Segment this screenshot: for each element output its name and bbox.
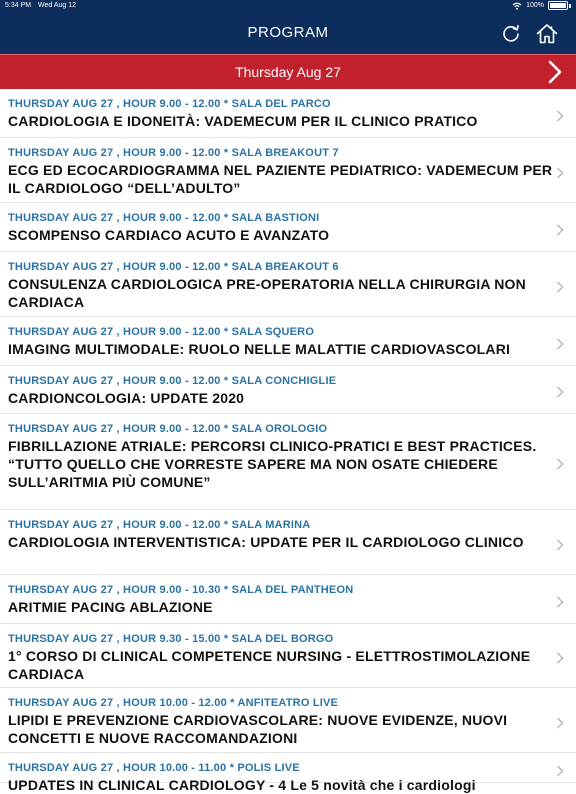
chevron-right-icon: [556, 717, 564, 729]
day-selector-bar: [0, 54, 576, 89]
session-title: SCOMPENSO CARDIACO ACUTO E AVANZATO: [8, 227, 330, 243]
session-time-room: THURSDAY AUG 27 , HOUR 9.00 - 12.00 * SALA SQUERO: [8, 326, 315, 338]
session-title: 1° CORSO DI CLINICAL COMPETENCE NURSING - ELETTROSTIMOLAZIONE CARDIACA: [8, 648, 531, 682]
chevron-right-icon: [556, 539, 564, 551]
chevron-right-icon: [556, 458, 564, 470]
battery-tip: [569, 4, 571, 8]
chevron-right-icon: [556, 386, 564, 398]
session-title: CONSULENZA CARDIOLOGICA PRE-OPERATORIA NELLA CHIRURGIA NON CARDIACA: [8, 276, 526, 310]
chevron-right-icon: [556, 167, 564, 179]
session-title: ARITMIE PACING ABLAZIONE: [8, 599, 213, 615]
current-day-label: Thursday Aug 27: [235, 64, 341, 80]
navigation-header: [0, 0, 576, 54]
status-bar: [0, 0, 576, 14]
session-row[interactable]: [0, 414, 576, 510]
session-row[interactable]: [0, 317, 576, 366]
wifi-icon: [512, 2, 522, 10]
session-row[interactable]: [0, 688, 576, 753]
session-time-room: THURSDAY AUG 27 , HOUR 9.30 - 15.00 * SALA DEL BORGO: [8, 633, 334, 645]
chevron-right-icon: [556, 338, 564, 350]
session-time-room: THURSDAY AUG 27 , HOUR 9.00 - 10.30 * SALA DEL PANTHEON: [8, 584, 354, 596]
session-time-room: THURSDAY AUG 27 , HOUR 9.00 - 12.00 * SALA CONCHIGLIE: [8, 375, 337, 387]
chevron-right-icon: [556, 110, 564, 122]
session-row[interactable]: [0, 138, 576, 203]
session-title: LIPIDI E PREVENZIONE CARDIOVASCOLARE: NUOVE EVIDENZE, NUOVI CONCETTI E NUOVE RACCOMANDAZIONI: [8, 712, 508, 746]
session-title: UPDATES IN CLINICAL CARDIOLOGY - 4 Le 5 novità che i cardiologi: [8, 777, 476, 793]
battery-icon: [548, 1, 568, 10]
session-row[interactable]: [0, 366, 576, 414]
session-row[interactable]: [0, 575, 576, 624]
session-title: ECG ED ECOCARDIOGRAMMA NEL PAZIENTE PEDIATRICO: VADEMECUM PER IL CARDIOLOGO “DELL’ADULTO”: [8, 162, 553, 196]
refresh-icon[interactable]: [501, 23, 521, 43]
session-row[interactable]: [0, 624, 576, 688]
session-time-room: THURSDAY AUG 27 , HOUR 9.00 - 12.00 * SALA DEL PARCO: [8, 98, 331, 110]
home-icon[interactable]: [536, 23, 558, 44]
session-time-room: THURSDAY AUG 27 , HOUR 10.00 - 11.00 * POLIS LIVE: [8, 762, 300, 774]
status-date: Wed Aug 12: [38, 2, 77, 9]
session-time-room: THURSDAY AUG 27 , HOUR 9.00 - 12.00 * SALA OROLOGIO: [8, 423, 328, 435]
chevron-right-icon: [556, 281, 564, 293]
battery-percent: 100%: [526, 2, 544, 9]
page-title: PROGRAM: [247, 24, 329, 41]
chevron-right-icon: [556, 596, 564, 608]
session-title: CARDIOLOGIA INTERVENTISTICA: UPDATE PER IL CARDIOLOGO CLINICO: [8, 534, 524, 550]
session-row[interactable]: [0, 89, 576, 138]
chevron-right-icon: [556, 224, 564, 236]
session-time-room: THURSDAY AUG 27 , HOUR 9.00 - 12.00 * SALA BREAKOUT 7: [8, 147, 339, 159]
session-time-room: THURSDAY AUG 27 , HOUR 9.00 - 12.00 * SALA BREAKOUT 6: [8, 261, 339, 273]
session-row[interactable]: [0, 203, 576, 252]
session-time-room: THURSDAY AUG 27 , HOUR 9.00 - 12.00 * SALA MARINA: [8, 519, 311, 531]
session-title: CARDIOLOGIA E IDONEITÀ: VADEMECUM PER IL CLINICO PRATICO: [8, 113, 478, 129]
session-time-room: THURSDAY AUG 27 , HOUR 10.00 - 12.00 * ANFITEATRO LIVE: [8, 697, 339, 709]
session-title: CARDIONCOLOGIA: UPDATE 2020: [8, 390, 245, 406]
status-time: 5:34 PM: [5, 2, 32, 9]
next-day-chevron-icon[interactable]: [546, 60, 564, 84]
chevron-right-icon: [556, 652, 564, 664]
session-row[interactable]: [0, 252, 576, 317]
session-row[interactable]: [0, 510, 576, 575]
session-title: FIBRILLAZIONE ATRIALE: PERCORSI CLINICO-PRATICI E BEST PRACTICES. “TUTTO QUELLO CHE VORRESTE SAPERE MA NON OSATE CHIEDERE SULL’ARITMIA PIÙ COMUNE”: [8, 438, 537, 490]
status-right: [512, 1, 571, 10]
chevron-right-icon: [556, 765, 564, 777]
session-row[interactable]: [0, 753, 576, 793]
session-time-room: THURSDAY AUG 27 , HOUR 9.00 - 12.00 * SALA BASTIONI: [8, 212, 320, 224]
session-title: IMAGING MULTIMODALE: RUOLO NELLE MALATTIE CARDIOVASCOLARI: [8, 341, 511, 357]
